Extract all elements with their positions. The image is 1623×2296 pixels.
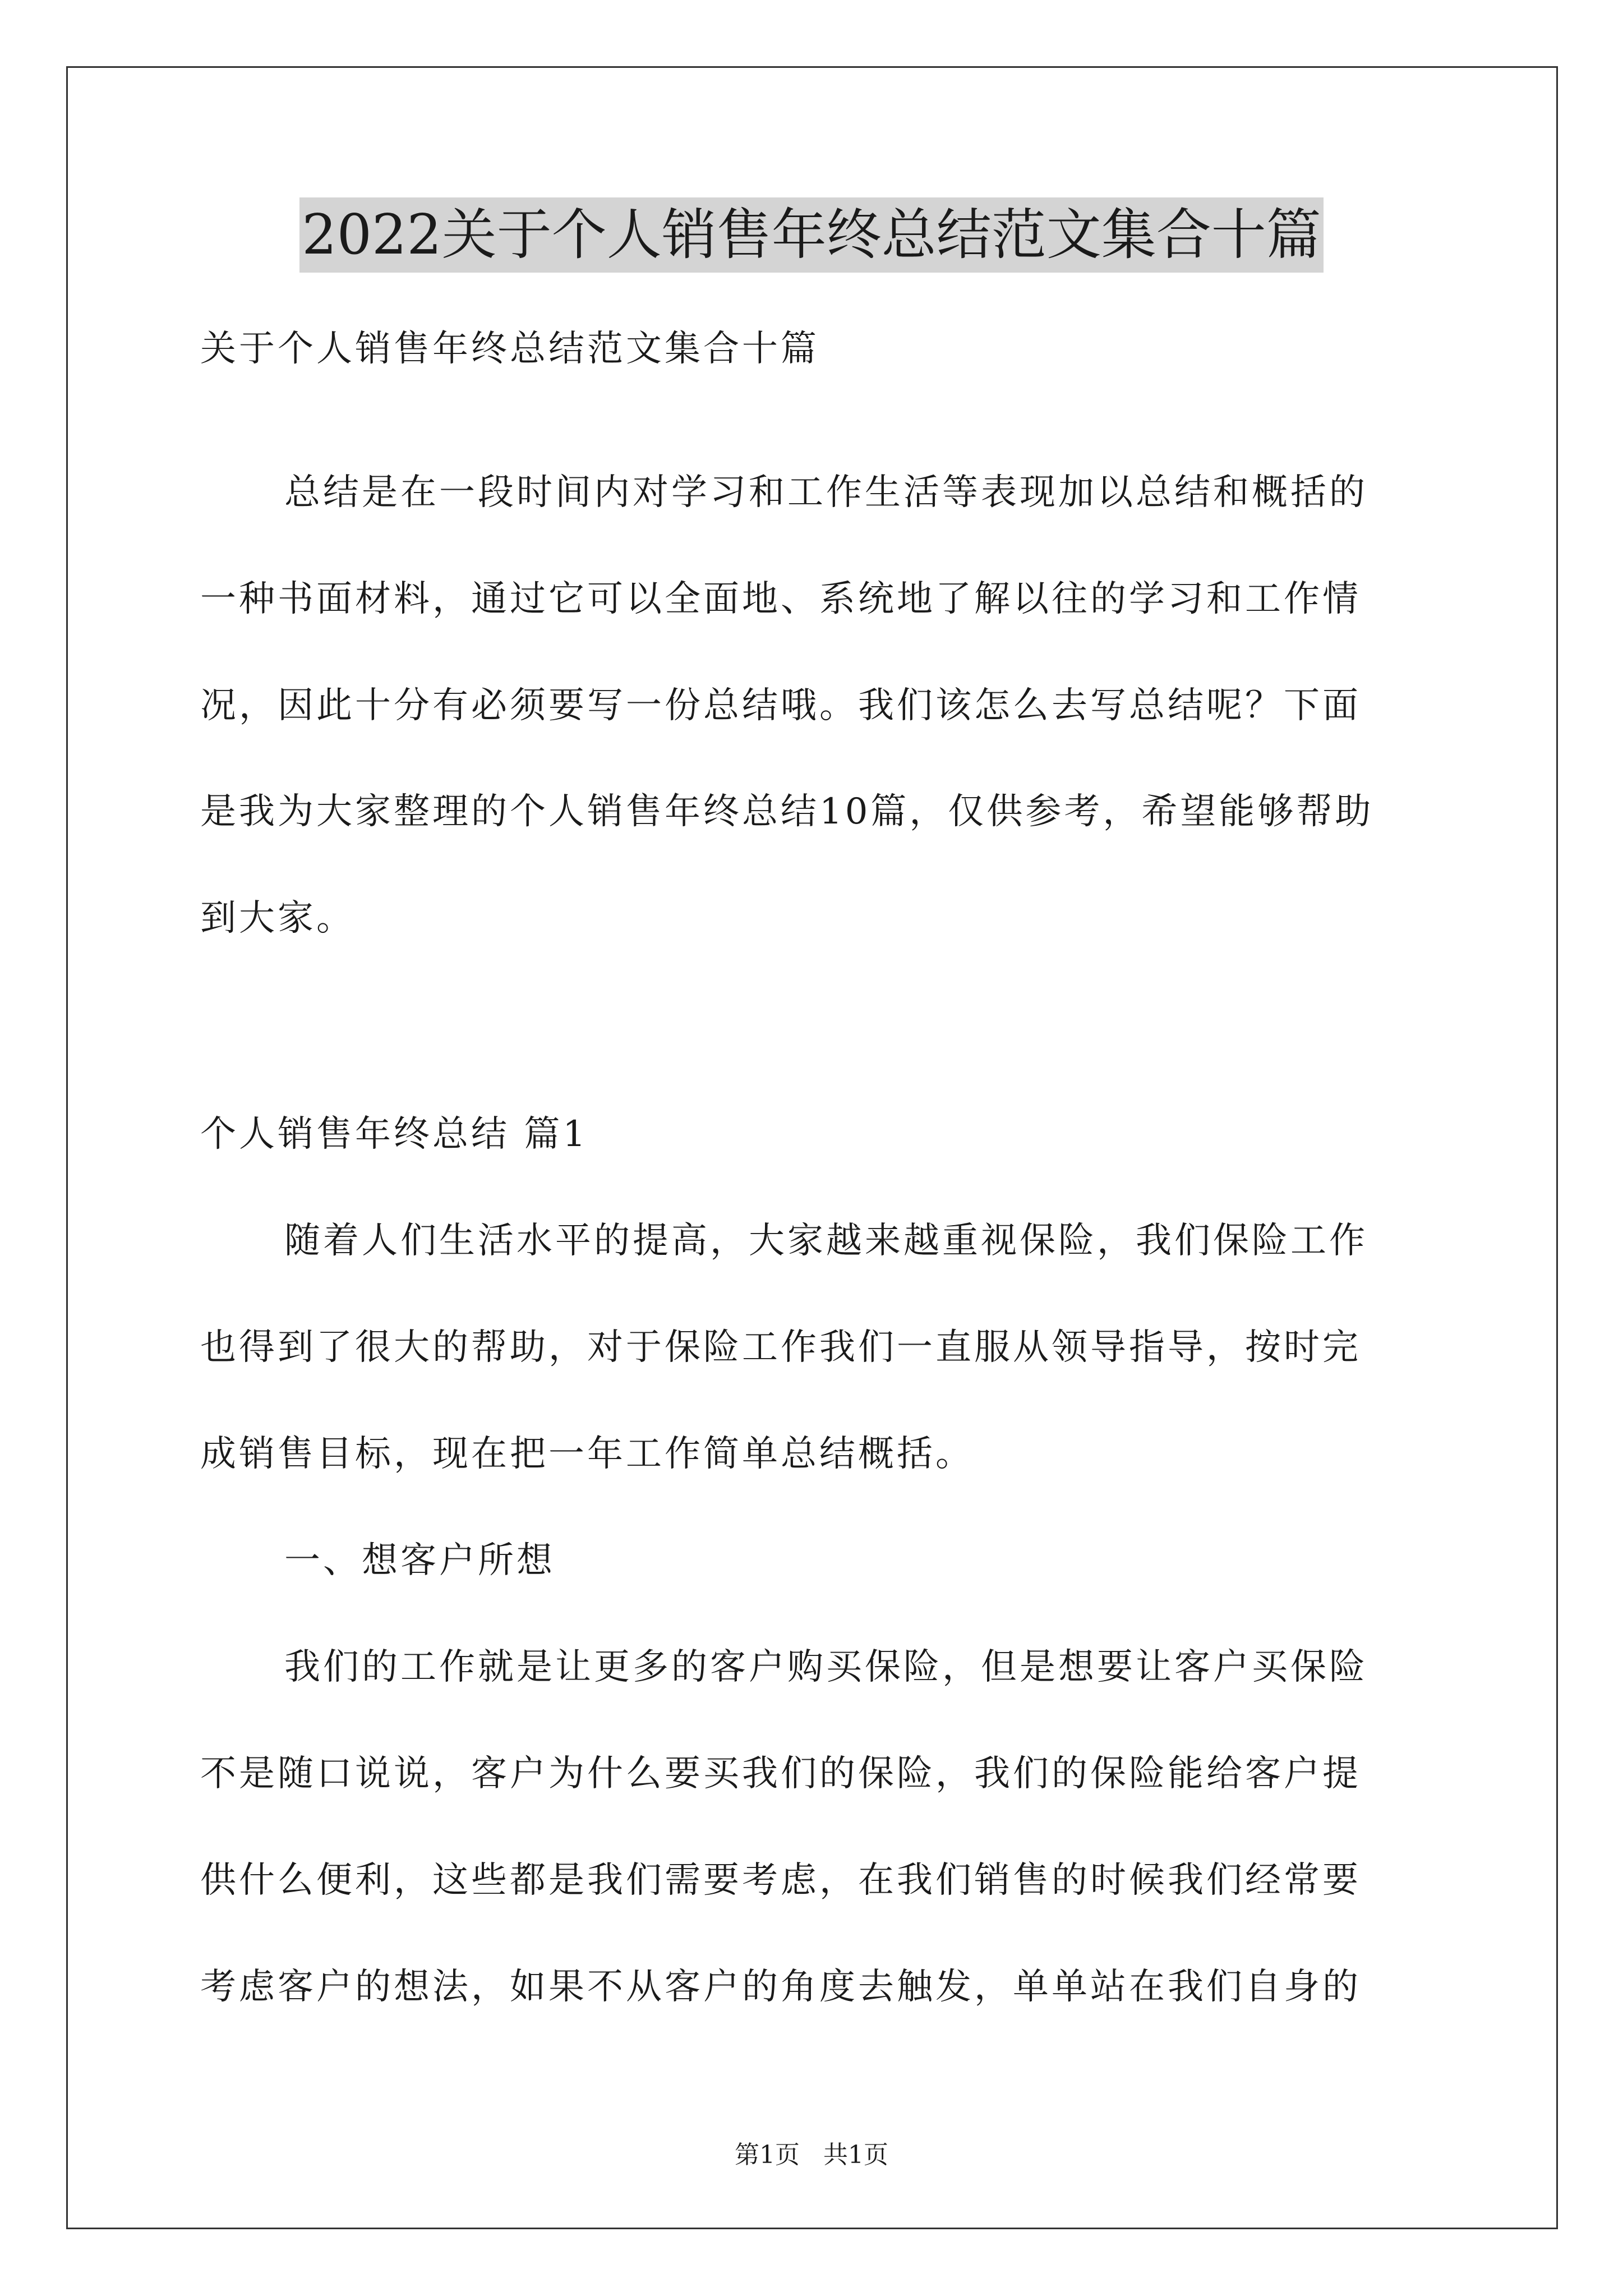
paragraph-line: 供什么便利，这些都是我们需要考虑，在我们销售的时候我们经常要: [200, 1860, 1361, 1901]
paragraph-line: 总结是在一段时间内对学习和工作生活等表现加以总结和概括的: [284, 472, 1368, 513]
page-footer: 第1页 共1页: [735, 2141, 888, 2169]
document-title: 2022关于个人销售年终总结范文集合十篇: [299, 197, 1323, 273]
paragraph-line: 况，因此十分有必须要写一份总结哦。我们该怎么去写总结呢？下面: [200, 685, 1361, 726]
paragraph-line: 不是随口说说，客户为什么要买我们的保险，我们的保险能给客户提: [200, 1753, 1361, 1795]
paragraph-line: 是我为大家整理的个人销售年终总结10篇，仅供参考，希望能够帮助: [200, 791, 1374, 832]
section-heading: 个人销售年终总结 篇1: [200, 1114, 589, 1155]
paragraph-line: 成销售目标，现在把一年工作简单总结概括。: [200, 1433, 974, 1475]
title-container: [0, 197, 1623, 273]
paragraph-line: 也得到了很大的帮助，对于保险工作我们一直服从领导指导，按时完: [200, 1327, 1361, 1368]
paragraph-line: 到大家。: [200, 898, 355, 939]
paragraph-line: 考虑客户的想法，如果不从客户的角度去触发，单单站在我们自身的: [200, 1966, 1361, 2008]
subsection-heading: 一、想客户所想: [284, 1540, 555, 1581]
paragraph-line: 随着人们生活水平的提高，大家越来越重视保险，我们保险工作: [284, 1220, 1368, 1262]
paragraph-line: 一种书面材料，通过它可以全面地、系统地了解以往的学习和工作情: [200, 578, 1361, 620]
paragraph-line: 我们的工作就是让更多的客户购买保险，但是想要让客户买保险: [284, 1646, 1368, 1688]
subtitle-line: 关于个人销售年终总结范文集合十篇: [200, 328, 819, 370]
